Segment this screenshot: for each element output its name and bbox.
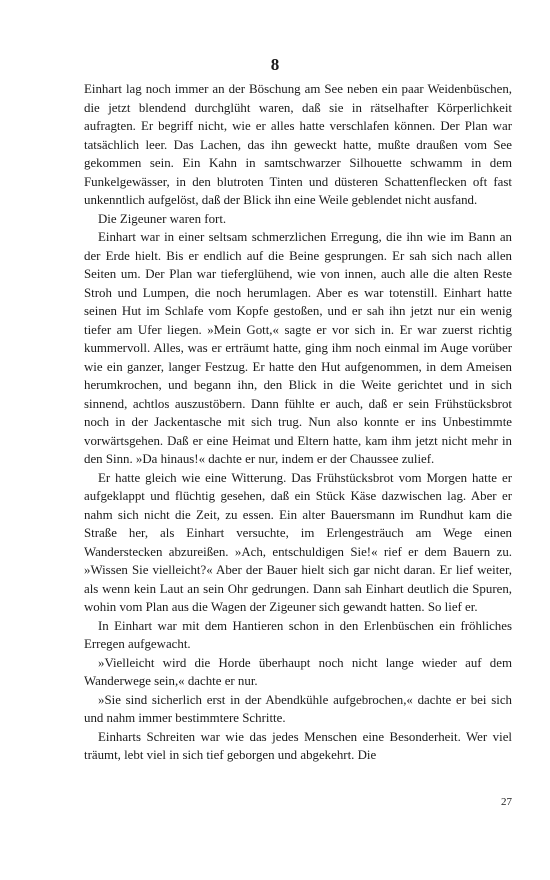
paragraph: »Vielleicht wird die Horde überhaupt noch nicht lange wieder auf dem Wanderwege sein,« dachte er nur.	[84, 655, 512, 688]
paragraph: »Sie sind sicherlich erst in der Abendkühle aufgebrochen,« dachte er bei sich und nahm immer bestimmtere Schritte.	[84, 692, 512, 725]
paragraph: Er hatte gleich wie eine Witterung. Das Frühstücksbrot vom Morgen hatte er aufgeklappt und flüchtig gesehen, daß ein Stück Käse dazwischen lag. Aber er nahm sich nicht die Zeit, zu essen. Ein alter Bauersmann im Rundhut kam die Straße her, als Einhart versuchte, im Erlengesträuch am Wege einen Wanderstecken abzureißen. »Ach, entschuldigen Sie!« rief er dem Bauern zu. »Wissen Sie vielleicht?« Aber der Bauer hielt sich gar nicht daran. Er lief weiter, als wenn kein Laut an sein Ohr gedrungen. Dann sah Einhart deutlich die Spuren, wohin vom Plan aus die Wagen der Zigeuner sich gewandt hatten. So lief er.	[84, 470, 512, 614]
paragraph: Einhart war in einer seltsam schmerzlichen Erregung, die ihn wie im Bann an der Erde hielt. Bis er endlich auf die Beine gesprungen. Er sah sich nach allen Seiten um. Der Plan war tieferglühend, wie von innen, auch alle die alten Reste Stroh und Lumpen, die noch herumlagen. Aber es war totenstill. Einhart hatte seinen Hut im Schlafe vom Kopfe gestoßen, und er sah ihn jetzt nur ein wenig tiefer am Ufer liegen. »Mein Gott,« sagte er vor sich in. Er war zuerst richtig kummervoll. Alles, was er erträumt hatte, ging ihm noch einmal im Auge vorüber wie ein ganzer, langer Festzug. Er hatte den Hut aufgenommen, in dem Ameisen herumkrochen, und begann ihn, den Blick in die Weite gerichtet und in sich sinnend, achtlos auszustöbern. Dann fühlte er auch, daß er sein Frühstücksbrot noch in der Jackentasche mit sich trug. Nun also konnte er ins Unbestimmte vorwärtsgehen. Daß er eine Heimat und Eltern hatte, kam ihm jetzt nicht mehr in den Sinn. »Da hinaus!« dachte er nur, indem er der Chaussee zulief.	[84, 230, 512, 466]
page-number: 27	[501, 796, 512, 808]
paragraph: Einharts Schreiten war wie das jedes Menschen eine Besonderheit. Wer viel träumt, lebt viel in sich tief geborgen und abgekehrt. Die	[84, 729, 512, 762]
paragraph: Einhart lag noch immer an der Böschung am See neben ein paar Weidenbüschen, die jetzt blendend durchglüht waren, daß sie in rätselhafter Körperlichkeit aufragten. Er begriff nicht, wie er alles hatte verschlafen können. Der Plan war tatsächlich leer. Das Lachen, das ihn geweckt hatte, mußte draußen vom See gekommen sein. Ein Kahn in samtschwarzer Silhouette schwamm in dem Funkelgewässer, in den blutroten Tinten und düsteren Schattenflecken oft fast unkenntlich aufgelöst, daß der Blick ihn eine Weile geblendet nicht ausfand.	[84, 82, 512, 207]
paragraph: Die Zigeuner waren fort.	[98, 211, 227, 226]
chapter-number: 8	[270, 55, 280, 74]
paragraph: In Einhart war mit dem Hantieren schon in den Erlenbüschen ein fröhliches Erregen aufgewacht.	[84, 618, 512, 651]
body-text	[84, 80, 512, 765]
